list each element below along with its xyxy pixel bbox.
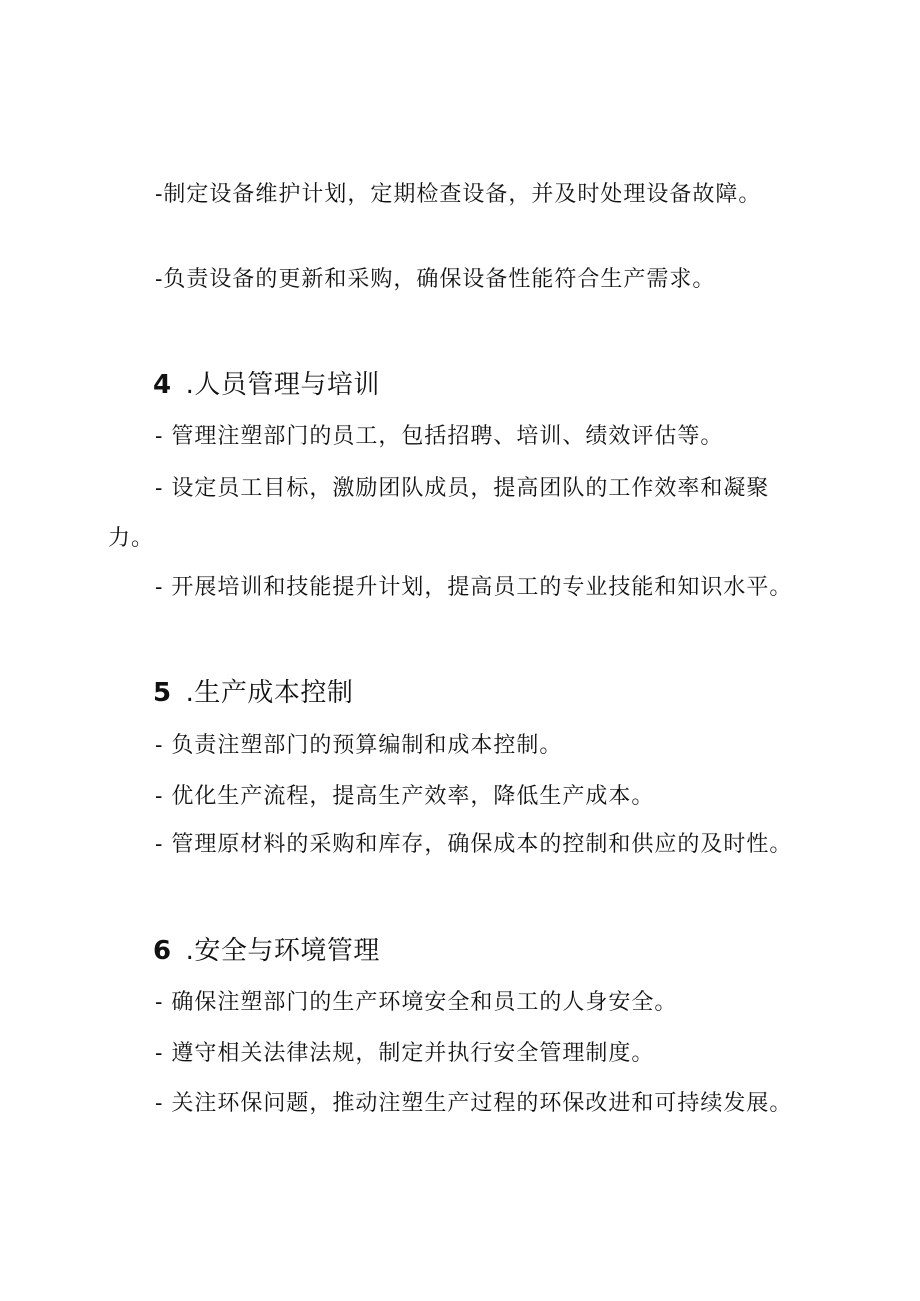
list-item: - 优化生产流程，提高生产效率，降低生产成本。 [155, 784, 655, 809]
section-title: .安全与环境管理 [185, 936, 380, 966]
section-heading-6 [153, 934, 380, 968]
section-title: .生产成本控制 [185, 678, 354, 708]
list-item: - 管理注塑部门的员工，包括招聘、培训、绩效评估等。 [155, 424, 724, 449]
list-item: - 确保注塑部门的生产环境安全和员工的人身安全。 [155, 990, 678, 1015]
section-number: 6 [153, 936, 172, 966]
section-title: .人员管理与培训 [185, 370, 380, 400]
list-item: - 负责注塑部门的预算编制和成本控制。 [155, 733, 563, 758]
section-number: 4 [153, 370, 172, 400]
list-item: - 设定员工目标，激励团队成员，提高团队的工作效率和凝聚 [155, 476, 770, 501]
list-item: - 关注环保问题，推动注塑生产过程的环保改进和可持续发展。 [155, 1091, 793, 1116]
intro-line-maintenance: -制定设备维护计划，定期检查设备，并及时处理设备故障。 [155, 182, 762, 207]
intro-line-procurement: -负责设备的更新和采购，确保设备性能符合生产需求。 [155, 267, 716, 292]
list-item-continuation: 力。 [108, 526, 155, 551]
section-number: 5 [153, 678, 172, 708]
list-item: - 遵守相关法律法规，制定并执行安全管理制度。 [155, 1041, 655, 1066]
section-heading-5 [153, 676, 353, 710]
section-heading-4 [153, 368, 380, 402]
list-item: - 开展培训和技能提升计划，提高员工的专业技能和知识水平。 [155, 575, 793, 600]
list-item: - 管理原材料的采购和库存，确保成本的控制和供应的及时性。 [155, 832, 793, 857]
